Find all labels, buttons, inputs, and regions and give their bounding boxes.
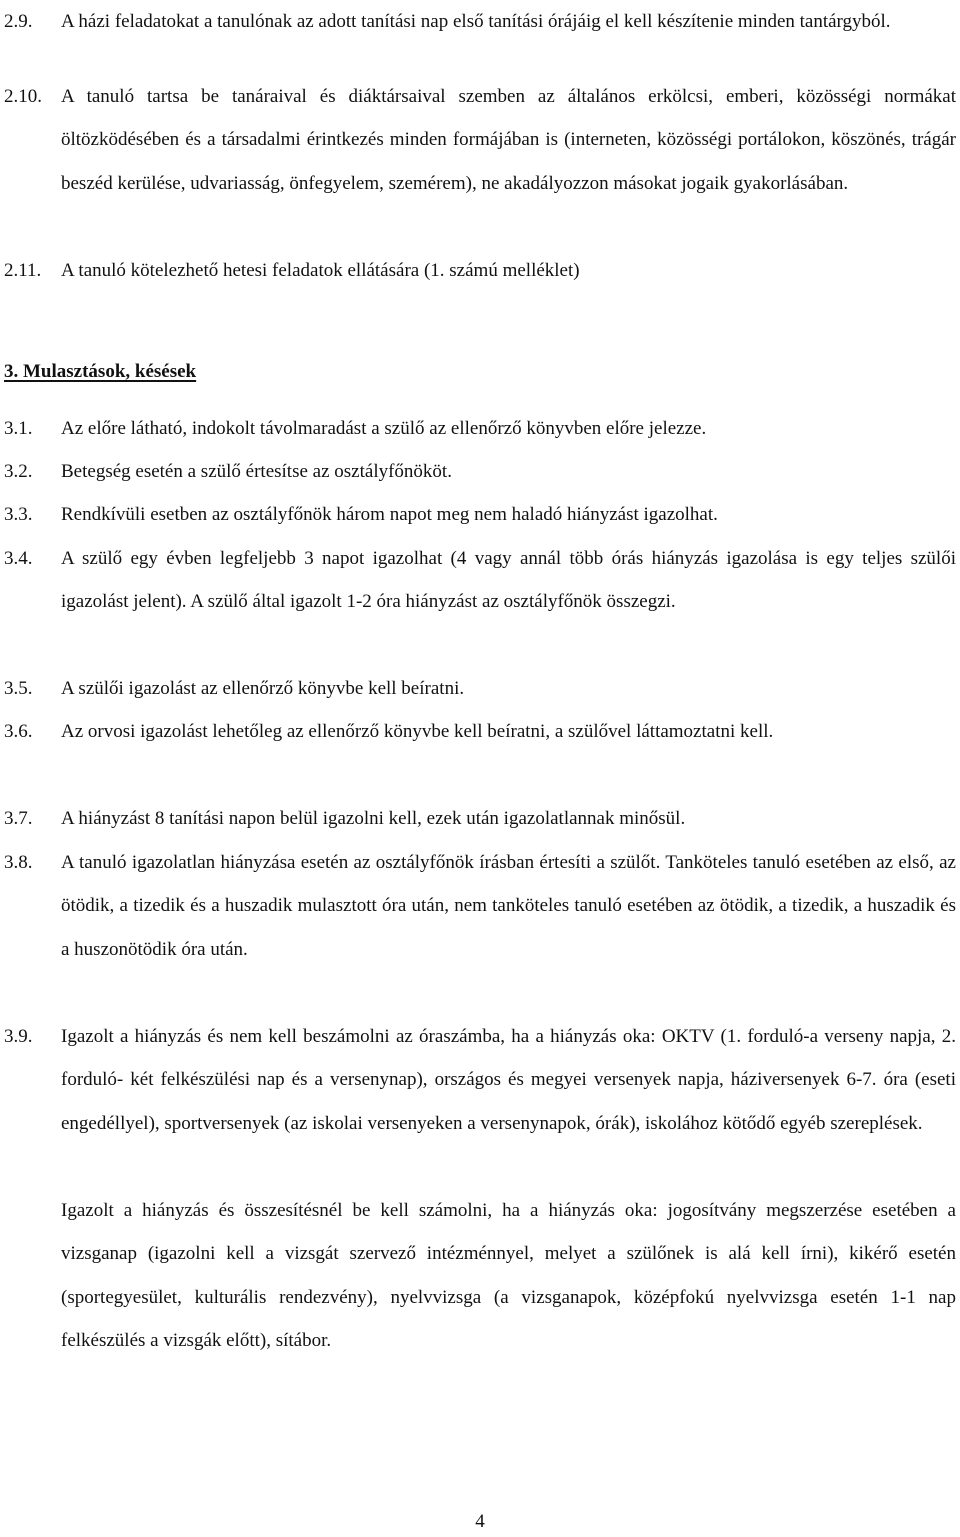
rule-item-2-10 <box>4 75 956 205</box>
rule-item-2-11 <box>4 249 956 292</box>
rule-text: A házi feladatokat a tanulónak az adott tanítási nap első tanítási órájáig el kell készítenie minden tantárgyból. <box>61 11 891 32</box>
rule-text: Az előre látható, indokolt távolmaradást a szülő az ellenőrző könyvben előre jelezze. <box>61 418 707 439</box>
rule-text: Betegség esetén a szülő értesítse az osztályfőnököt. <box>61 461 452 482</box>
rule-item-3-9 <box>4 1015 956 1145</box>
rule-item-3-4 <box>4 537 956 624</box>
rule-item-3-2 <box>4 450 956 493</box>
rule-text: A tanuló kötelezhető hetesi feladatok ellátására (1. számú melléklet) <box>61 260 580 281</box>
rule-text: Az orvosi igazolást lehetőleg az ellenőrző könyvbe kell beíratni, a szülővel láttamoztatni kell. <box>61 721 774 742</box>
rule-number: 3.9. <box>4 1026 33 1047</box>
section-heading: 3. Mulasztások, késések <box>4 361 197 382</box>
rule-item-3-6 <box>4 710 956 753</box>
rule-continuation-paragraph: Igazolt a hiányzás és összesítésnél be kell számolni, ha a hiányzás oka: jogosítvány megszerzése esetében a vizsganap (igazolni kell a vizsgát szervező intézménnyel, melyet a szülőnek is alá kell írni), kikérő esetén (sportegyesület, kulturális rendezvény), nyelvvizsga (a vizsganapok, középfokú nyelvvizsga esetén 1-1 nap felkészülés a vizsgák előtt), sítábor. <box>61 1200 956 1352</box>
rule-item-3-1 <box>4 407 956 450</box>
rule-number: 3.2. <box>4 461 33 482</box>
rule-number: 3.3. <box>4 504 33 525</box>
rule-number: 3.6. <box>4 721 33 742</box>
rule-item-3-7 <box>4 797 956 840</box>
rule-text: A szülő egy évben legfeljebb 3 napot igazolhat (4 vagy annál több órás hiányzás igazolása is egy teljes szülői igazolást jelent). A szülő által igazolt 1-2 óra hiányzást az osztályfőnök összegzi. <box>61 548 956 613</box>
page-number: 4 <box>475 1511 485 1532</box>
rule-number: 2.11. <box>4 260 42 281</box>
rule-text: A tanuló tartsa be tanáraival és diáktársaival szemben az általános erkölcsi, emberi, közösségi normákat öltözködésében és a társadalmi érintkezés minden formájában is (interneten, közösségi portálokon, köszönés, trágár beszéd kerülése, udvariasság, önfegyelem, szemérem), ne akadályozzon másokat jogaik gyakorlásában. <box>61 86 956 194</box>
rule-text: Rendkívüli esetben az osztályfőnök három napot meg nem haladó hiányzást igazolhat. <box>61 504 718 525</box>
rule-item-3-5 <box>4 667 956 710</box>
rule-number: 2.9. <box>4 11 33 32</box>
rule-text: A tanuló igazolatlan hiányzása esetén az osztályfőnök írásban értesíti a szülőt. Tanköteles tanuló esetében az első, az ötödik, a tizedik és a huszadik mulasztott óra után, nem tanköteles tanuló esetében az ötödik, a tizedik, a huszadik és a huszonötödik óra után. <box>61 852 956 960</box>
rule-number: 3.8. <box>4 852 33 873</box>
rule-item-2-9 <box>4 0 956 43</box>
rule-text: A hiányzást 8 tanítási napon belül igazolni kell, ezek után igazolatlannak minősül. <box>61 808 686 829</box>
rule-text: A szülői igazolást az ellenőrző könyvbe kell beíratni. <box>61 678 465 699</box>
rule-item-3-3 <box>4 493 956 536</box>
rule-number: 3.4. <box>4 548 33 569</box>
rule-item-3-8 <box>4 841 956 971</box>
rule-number: 3.1. <box>4 418 33 439</box>
rule-number: 3.5. <box>4 678 33 699</box>
rule-number: 3.7. <box>4 808 33 829</box>
rule-text: Igazolt a hiányzás és nem kell beszámolni az óraszámba, ha a hiányzás oka: OKTV (1. forduló-a verseny napja, 2. forduló- két felkészülési nap és a versenynap), országos és megyei versenyek napja, háziversenyek 6-7. óra (eseti engedéllyel), sportversenyek (az iskolai versenyeken a versenynapok, órák), iskolához kötődő egyéb szereplések. <box>61 1026 956 1134</box>
rule-number: 2.10. <box>4 86 42 107</box>
